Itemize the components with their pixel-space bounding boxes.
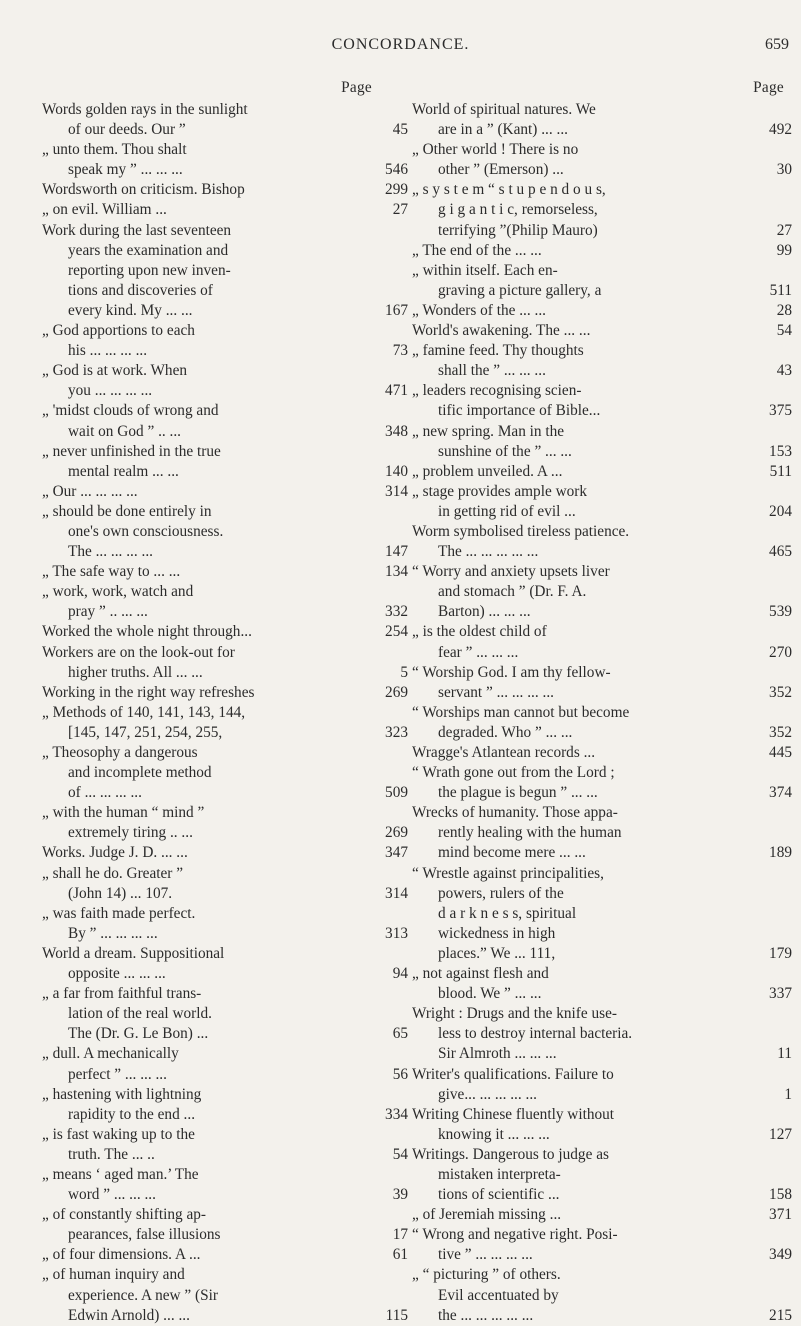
index-entry bbox=[42, 703, 408, 743]
entry-page-number: 492 bbox=[769, 121, 792, 139]
entry-text-line: (John 14) ... 107. bbox=[68, 884, 173, 902]
entry-page-number: 1 bbox=[784, 1085, 792, 1103]
entry-text-line: Worked the whole night through... bbox=[42, 623, 252, 641]
index-entry bbox=[412, 180, 792, 240]
entry-text-line: rently healing with the human bbox=[438, 824, 622, 842]
entry-page-number: 56 bbox=[392, 1065, 408, 1083]
entry-page-number: 511 bbox=[769, 462, 792, 480]
entry-text-line: „ of human inquiry and bbox=[42, 1266, 185, 1284]
entry-text-line: and stomach ” (Dr. F. A. bbox=[438, 583, 587, 601]
entry-text-line: „ 'midst clouds of wrong and bbox=[42, 402, 219, 420]
index-entry bbox=[42, 944, 408, 984]
entry-page-number: 314 bbox=[385, 884, 408, 902]
entry-page-number: 158 bbox=[769, 1186, 792, 1204]
index-entry bbox=[42, 1044, 408, 1084]
entry-text-line: tions of scientific ... bbox=[438, 1186, 560, 1204]
entry-text-line: Working in the right way refreshes bbox=[42, 683, 255, 701]
entry-text-line: mind become mere ... ... bbox=[438, 844, 586, 862]
entry-text-line: „ work, work, watch and bbox=[42, 583, 194, 601]
entry-page-number: 509 bbox=[385, 784, 408, 802]
entry-text-line: Works. Judge J. D. ... ... bbox=[42, 844, 188, 862]
entry-text-line: „ problem unveiled. A ... bbox=[412, 462, 563, 480]
entry-text-line: graving a picture gallery, a bbox=[438, 281, 602, 299]
entry-page-number: 11 bbox=[777, 1045, 792, 1063]
entry-text-line: truth. The ... .. bbox=[68, 1145, 155, 1163]
entry-page-number: 375 bbox=[769, 402, 792, 420]
entry-text-line: “ Wrestle against principalities, bbox=[412, 864, 604, 882]
entry-text-line: Sir Almroth ... ... ... bbox=[438, 1045, 557, 1063]
index-entry bbox=[42, 1245, 408, 1265]
index-entry bbox=[42, 743, 408, 803]
entry-text-line: Edwin Arnold) ... ... bbox=[68, 1306, 190, 1324]
entry-text-line: lation of the real world. bbox=[68, 1005, 212, 1023]
entry-text-line: blood. We ” ... ... bbox=[438, 985, 542, 1003]
entry-text-line: „ is fast waking up to the bbox=[42, 1125, 195, 1143]
index-entry bbox=[42, 321, 408, 361]
entry-text-line: the plague is begun ” ... ... bbox=[438, 784, 598, 802]
entry-text-line: fear ” ... ... ... bbox=[438, 643, 519, 661]
entry-text-line: sunshine of the ” ... ... bbox=[438, 442, 572, 460]
entry-page-number: 445 bbox=[769, 744, 792, 761]
entry-page-number: 134 bbox=[385, 563, 408, 581]
entry-text-line: terrifying ”(Philip Mauro) bbox=[438, 221, 598, 239]
entry-text-line: „ shall he do. Greater ” bbox=[42, 864, 184, 882]
entry-text-line: g i g a n t i c, remorseless, bbox=[438, 201, 598, 219]
entry-page-number: 215 bbox=[769, 1306, 792, 1324]
entry-page-number: 465 bbox=[769, 543, 792, 561]
entry-text-line: „ was faith made perfect. bbox=[42, 904, 196, 922]
index-entry bbox=[412, 763, 792, 803]
entry-text-line: powers, rulers of the bbox=[438, 884, 564, 902]
entry-text-line: you ... ... ... ... bbox=[68, 382, 153, 400]
entry-text-line: “ Wrong and negative right. Posi- bbox=[412, 1226, 618, 1244]
entry-page-number: 147 bbox=[385, 543, 408, 561]
entry-page-number: 337 bbox=[769, 985, 792, 1003]
entry-page-number: 28 bbox=[776, 301, 792, 319]
entry-text-line: speak my ” ... ... ... bbox=[68, 161, 183, 179]
entry-page-number: 140 bbox=[385, 462, 408, 480]
entry-text-line: „ never unfinished in the true bbox=[42, 442, 221, 460]
entry-page-number: 546 bbox=[385, 161, 408, 179]
entry-text-line: servant ” ... ... ... ... bbox=[438, 683, 554, 701]
entry-text-line: Barton) ... ... ... bbox=[438, 603, 531, 621]
entry-text-line: tific importance of Bible... bbox=[438, 402, 601, 420]
entry-text-line: Wrecks of humanity. Those appa- bbox=[412, 804, 618, 822]
entry-text-line: „ a far from faithful trans- bbox=[42, 985, 202, 1003]
entry-text-line: tive ” ... ... ... ... bbox=[438, 1246, 533, 1264]
entry-text-line: knowing it ... ... ... bbox=[438, 1125, 550, 1143]
entry-page-number: 323 bbox=[385, 723, 408, 741]
index-entry bbox=[42, 1085, 408, 1125]
left-entry-list bbox=[42, 100, 408, 1326]
entry-text-line: are in a ” (Kant) ... ... bbox=[438, 121, 568, 139]
entry-text-line: years the examination and bbox=[68, 241, 229, 259]
entry-text-line: in getting rid of evil ... bbox=[438, 502, 576, 520]
entry-page-number: 45 bbox=[392, 121, 408, 139]
right-column-header bbox=[412, 78, 792, 100]
entry-text-line: perfect ” ... ... ... bbox=[68, 1065, 167, 1083]
entry-page-number: 27 bbox=[392, 201, 408, 219]
entry-page-number: 299 bbox=[385, 181, 408, 199]
entry-page-number: 127 bbox=[769, 1125, 792, 1143]
entry-text-line: “ Worry and anxiety upsets liver bbox=[412, 563, 610, 581]
entry-page-number: 5 bbox=[400, 663, 408, 681]
entry-page-number: 352 bbox=[769, 723, 792, 741]
entry-page-number: 61 bbox=[392, 1246, 408, 1264]
entry-page-number: 471 bbox=[385, 382, 408, 400]
entry-text-line: „ hastening with lightning bbox=[42, 1085, 202, 1103]
index-entry bbox=[412, 522, 792, 562]
entry-text-line: experience. A new ” (Sir bbox=[68, 1286, 218, 1304]
index-entry bbox=[42, 442, 408, 482]
entry-text-line: „ God apportions to each bbox=[42, 322, 195, 340]
right-entry-list bbox=[412, 100, 792, 1326]
entry-text-line: degraded. Who ” ... ... bbox=[438, 723, 573, 741]
entry-page-number: 347 bbox=[385, 844, 408, 862]
index-entry bbox=[42, 200, 408, 220]
entry-text-line: of our deeds. Our ” bbox=[68, 121, 186, 139]
entry-text-line: „ is the oldest child of bbox=[412, 623, 547, 641]
entry-page-number: 313 bbox=[385, 924, 408, 942]
entry-text-line: „ means ‘ aged man.’ The bbox=[42, 1165, 199, 1183]
index-entry bbox=[412, 381, 792, 421]
index-entry bbox=[412, 803, 792, 863]
index-entry bbox=[412, 1225, 792, 1265]
entry-text-line: Work during the last seventeen bbox=[42, 221, 232, 239]
entry-text-line: The (Dr. G. Le Bon) ... bbox=[68, 1025, 209, 1043]
entry-text-line: World a dream. Suppositional bbox=[42, 944, 225, 962]
entry-page-number: 39 bbox=[392, 1186, 408, 1204]
index-entry bbox=[42, 1165, 408, 1205]
entry-page-number: 352 bbox=[769, 683, 792, 701]
entry-text-line: Wragge's Atlantean records ... bbox=[412, 744, 596, 761]
entry-text-line: „ of Jeremiah missing ... bbox=[412, 1206, 562, 1224]
entry-page-number: 371 bbox=[769, 1206, 792, 1224]
index-entry bbox=[412, 562, 792, 622]
index-entry bbox=[412, 1105, 792, 1145]
index-entry bbox=[42, 984, 408, 1044]
entry-text-line: shall the ” ... ... ... bbox=[438, 362, 546, 380]
entry-text-line: word ” ... ... ... bbox=[68, 1186, 156, 1204]
index-entry bbox=[412, 261, 792, 301]
index-entry bbox=[42, 622, 408, 642]
entry-text-line: „ The safe way to ... ... bbox=[42, 563, 181, 581]
index-entry bbox=[412, 1065, 792, 1105]
entry-text-line: opposite ... ... ... bbox=[68, 965, 166, 983]
entry-page-number: 189 bbox=[769, 844, 792, 862]
entry-text-line: wait on God ” .. ... bbox=[68, 422, 182, 440]
entry-page-number: 334 bbox=[385, 1105, 408, 1123]
entry-page-number: 54 bbox=[392, 1145, 408, 1163]
entry-text-line: wickedness in high bbox=[438, 924, 556, 942]
page-label: Page bbox=[753, 79, 784, 96]
entry-text-line: mental realm ... ... bbox=[68, 462, 179, 480]
index-entry bbox=[42, 864, 408, 904]
index-entry bbox=[42, 221, 408, 321]
index-entry bbox=[412, 1004, 792, 1064]
entry-page-number: 43 bbox=[776, 362, 792, 380]
entry-text-line: give... ... ... ... ... bbox=[438, 1085, 537, 1103]
entry-text-line: mistaken interpreta- bbox=[438, 1165, 561, 1183]
index-entry bbox=[42, 180, 408, 200]
entry-text-line: „ within itself. Each en- bbox=[412, 261, 558, 279]
entry-text-line: Worm symbolised tireless patience. bbox=[412, 522, 630, 540]
entry-page-number: 73 bbox=[392, 342, 408, 360]
running-title: CONCORDANCE. bbox=[331, 36, 470, 53]
index-entry bbox=[42, 904, 408, 944]
entry-text-line: rapidity to the end ... bbox=[68, 1105, 196, 1123]
index-entry bbox=[412, 301, 792, 321]
index-entry bbox=[42, 140, 408, 180]
entry-text-line: extremely tiring .. ... bbox=[68, 824, 193, 842]
entry-page-number: 269 bbox=[385, 683, 408, 701]
entry-page-number: 167 bbox=[385, 301, 408, 319]
entry-page-number: 332 bbox=[385, 603, 408, 621]
index-entry bbox=[412, 482, 792, 522]
entry-text-line: d a r k n e s s, spiritual bbox=[438, 904, 577, 922]
entry-text-line: every kind. My ... ... bbox=[68, 301, 193, 319]
entry-text-line: „ dull. A mechanically bbox=[42, 1045, 179, 1063]
index-entry bbox=[412, 341, 792, 381]
index-entry bbox=[42, 1205, 408, 1245]
entry-page-number: 539 bbox=[769, 603, 792, 621]
entry-text-line: „ unto them. Thou shalt bbox=[42, 141, 187, 159]
entry-page-number: 99 bbox=[776, 241, 792, 259]
page-number: 659 bbox=[765, 36, 789, 53]
index-entry bbox=[412, 462, 792, 482]
index-entry bbox=[42, 643, 408, 683]
index-entry bbox=[42, 683, 408, 703]
entry-page-number: 349 bbox=[769, 1246, 792, 1264]
entry-text-line: World of spiritual natures. We bbox=[412, 101, 596, 118]
index-entry bbox=[42, 1265, 408, 1325]
entry-text-line: his ... ... ... ... bbox=[68, 342, 148, 360]
entry-text-line: Writing Chinese fluently without bbox=[412, 1105, 615, 1123]
index-entry bbox=[42, 803, 408, 843]
entry-text-line: „ stage provides ample work bbox=[412, 482, 588, 500]
index-entry bbox=[412, 864, 792, 964]
index-entry bbox=[42, 502, 408, 562]
entry-page-number: 17 bbox=[392, 1226, 408, 1244]
entry-text-line: pray ” .. ... ... bbox=[68, 603, 148, 621]
entry-text-line: “ Worships man cannot but become bbox=[412, 703, 630, 721]
entry-text-line: „ Methods of 140, 141, 143, 144, bbox=[42, 703, 246, 721]
entry-text-line: Writer's qualifications. Failure to bbox=[412, 1065, 614, 1083]
entry-text-line: „ leaders recognising scien- bbox=[412, 382, 582, 400]
index-entry bbox=[412, 140, 792, 180]
index-entry bbox=[42, 582, 408, 622]
index-entry bbox=[42, 843, 408, 863]
entry-page-number: 179 bbox=[769, 944, 792, 962]
entry-page-number: 348 bbox=[385, 422, 408, 440]
index-entry bbox=[42, 361, 408, 401]
entry-page-number: 30 bbox=[776, 161, 792, 179]
entry-page-number: 270 bbox=[769, 643, 792, 661]
entry-text-line: pearances, false illusions bbox=[68, 1226, 221, 1244]
entry-page-number: 374 bbox=[769, 784, 792, 802]
entry-text-line: „ s y s t e m “ s t u p e n d o u s, bbox=[412, 181, 606, 199]
index-entry bbox=[412, 1145, 792, 1205]
entry-text-line: „ should be done entirely in bbox=[42, 502, 212, 520]
entry-text-line: „ Wonders of the ... ... bbox=[412, 301, 547, 319]
index-entry bbox=[412, 100, 792, 140]
index-entry bbox=[412, 703, 792, 743]
entry-text-line: „ famine feed. Thy thoughts bbox=[412, 342, 584, 360]
entry-text-line: Workers are on the look-out for bbox=[42, 643, 235, 661]
entry-text-line: [145, 147, 251, 254, 255, bbox=[68, 723, 223, 741]
entry-text-line: Words golden rays in the sunlight bbox=[42, 101, 248, 118]
entry-text-line: By ” ... ... ... ... bbox=[68, 924, 158, 942]
entry-text-line: The ... ... ... ... ... bbox=[438, 543, 539, 561]
index-entry bbox=[42, 401, 408, 441]
index-entry bbox=[412, 622, 792, 662]
entry-page-number: 54 bbox=[776, 322, 792, 340]
entry-text-line: the ... ... ... ... ... bbox=[438, 1306, 534, 1324]
entry-text-line: „ God is at work. When bbox=[42, 362, 188, 380]
entry-text-line: “ Wrath gone out from the Lord ; bbox=[412, 764, 615, 782]
entry-text-line: of ... ... ... ... bbox=[68, 784, 142, 802]
entry-text-line: tions and discoveries of bbox=[68, 281, 213, 299]
entry-text-line: „ The end of the ... ... bbox=[412, 241, 542, 259]
index-entry bbox=[42, 482, 408, 502]
entry-text-line: Wright : Drugs and the knife use- bbox=[412, 1005, 617, 1023]
entry-page-number: 94 bbox=[392, 965, 408, 983]
entry-text-line: less to destroy internal bacteria. bbox=[438, 1025, 633, 1043]
index-entry bbox=[42, 100, 408, 140]
index-entry bbox=[42, 1125, 408, 1165]
entry-text-line: places.” We ... 111, bbox=[438, 944, 556, 962]
entry-page-number: 314 bbox=[385, 482, 408, 500]
index-entry bbox=[412, 1205, 792, 1225]
entry-page-number: 153 bbox=[769, 442, 792, 460]
entry-text-line: „ “ picturing ” of others. bbox=[412, 1266, 561, 1284]
page-label: Page bbox=[341, 79, 372, 96]
entry-page-number: 65 bbox=[392, 1025, 408, 1043]
entry-page-number: 269 bbox=[385, 824, 408, 842]
entry-text-line: „ with the human “ mind ” bbox=[42, 804, 205, 822]
index-entry bbox=[412, 241, 792, 261]
entry-text-line: “ Worship God. I am thy fellow- bbox=[412, 663, 611, 681]
running-head bbox=[0, 36, 801, 58]
entry-page-number: 511 bbox=[769, 281, 792, 299]
index-entry bbox=[412, 1265, 792, 1325]
entry-text-line: „ Our ... ... ... ... bbox=[42, 482, 138, 500]
entry-text-line: The ... ... ... ... bbox=[68, 543, 153, 561]
entry-page-number: 115 bbox=[385, 1306, 408, 1324]
entry-text-line: Evil accentuated by bbox=[438, 1286, 559, 1304]
entry-text-line: higher truths. All ... ... bbox=[68, 663, 203, 681]
entry-text-line: „ Theosophy a dangerous bbox=[42, 744, 198, 761]
entry-page-number: 254 bbox=[385, 623, 408, 641]
entry-text-line: „ of four dimensions. A ... bbox=[42, 1246, 201, 1264]
entry-page-number: 27 bbox=[776, 221, 792, 239]
right-column bbox=[412, 78, 792, 1326]
entry-text-line: „ on evil. William ... bbox=[42, 201, 167, 219]
entry-text-line: and incomplete method bbox=[68, 764, 212, 782]
entry-text-line: Writings. Dangerous to judge as bbox=[412, 1145, 609, 1163]
index-entry bbox=[412, 422, 792, 462]
index-entry bbox=[412, 743, 792, 763]
entry-page-number: 204 bbox=[769, 502, 792, 520]
entry-text-line: other ” (Emerson) ... bbox=[438, 161, 564, 179]
index-entry bbox=[412, 663, 792, 703]
entry-text-line: „ Other world ! There is no bbox=[412, 141, 579, 159]
entry-text-line: „ of constantly shifting ap- bbox=[42, 1206, 206, 1224]
left-column-header bbox=[42, 78, 408, 100]
index-entry bbox=[412, 321, 792, 341]
entry-text-line: Wordsworth on criticism. Bishop bbox=[42, 181, 245, 199]
entry-text-line: one's own consciousness. bbox=[68, 522, 224, 540]
entry-text-line: reporting upon new inven- bbox=[68, 261, 231, 279]
entry-text-line: World's awakening. The ... ... bbox=[412, 322, 591, 340]
index-entry bbox=[42, 562, 408, 582]
index-entry bbox=[412, 964, 792, 1004]
entry-text-line: „ new spring. Man in the bbox=[412, 422, 565, 440]
left-column bbox=[42, 78, 408, 1326]
entry-text-line: „ not against flesh and bbox=[412, 965, 549, 983]
